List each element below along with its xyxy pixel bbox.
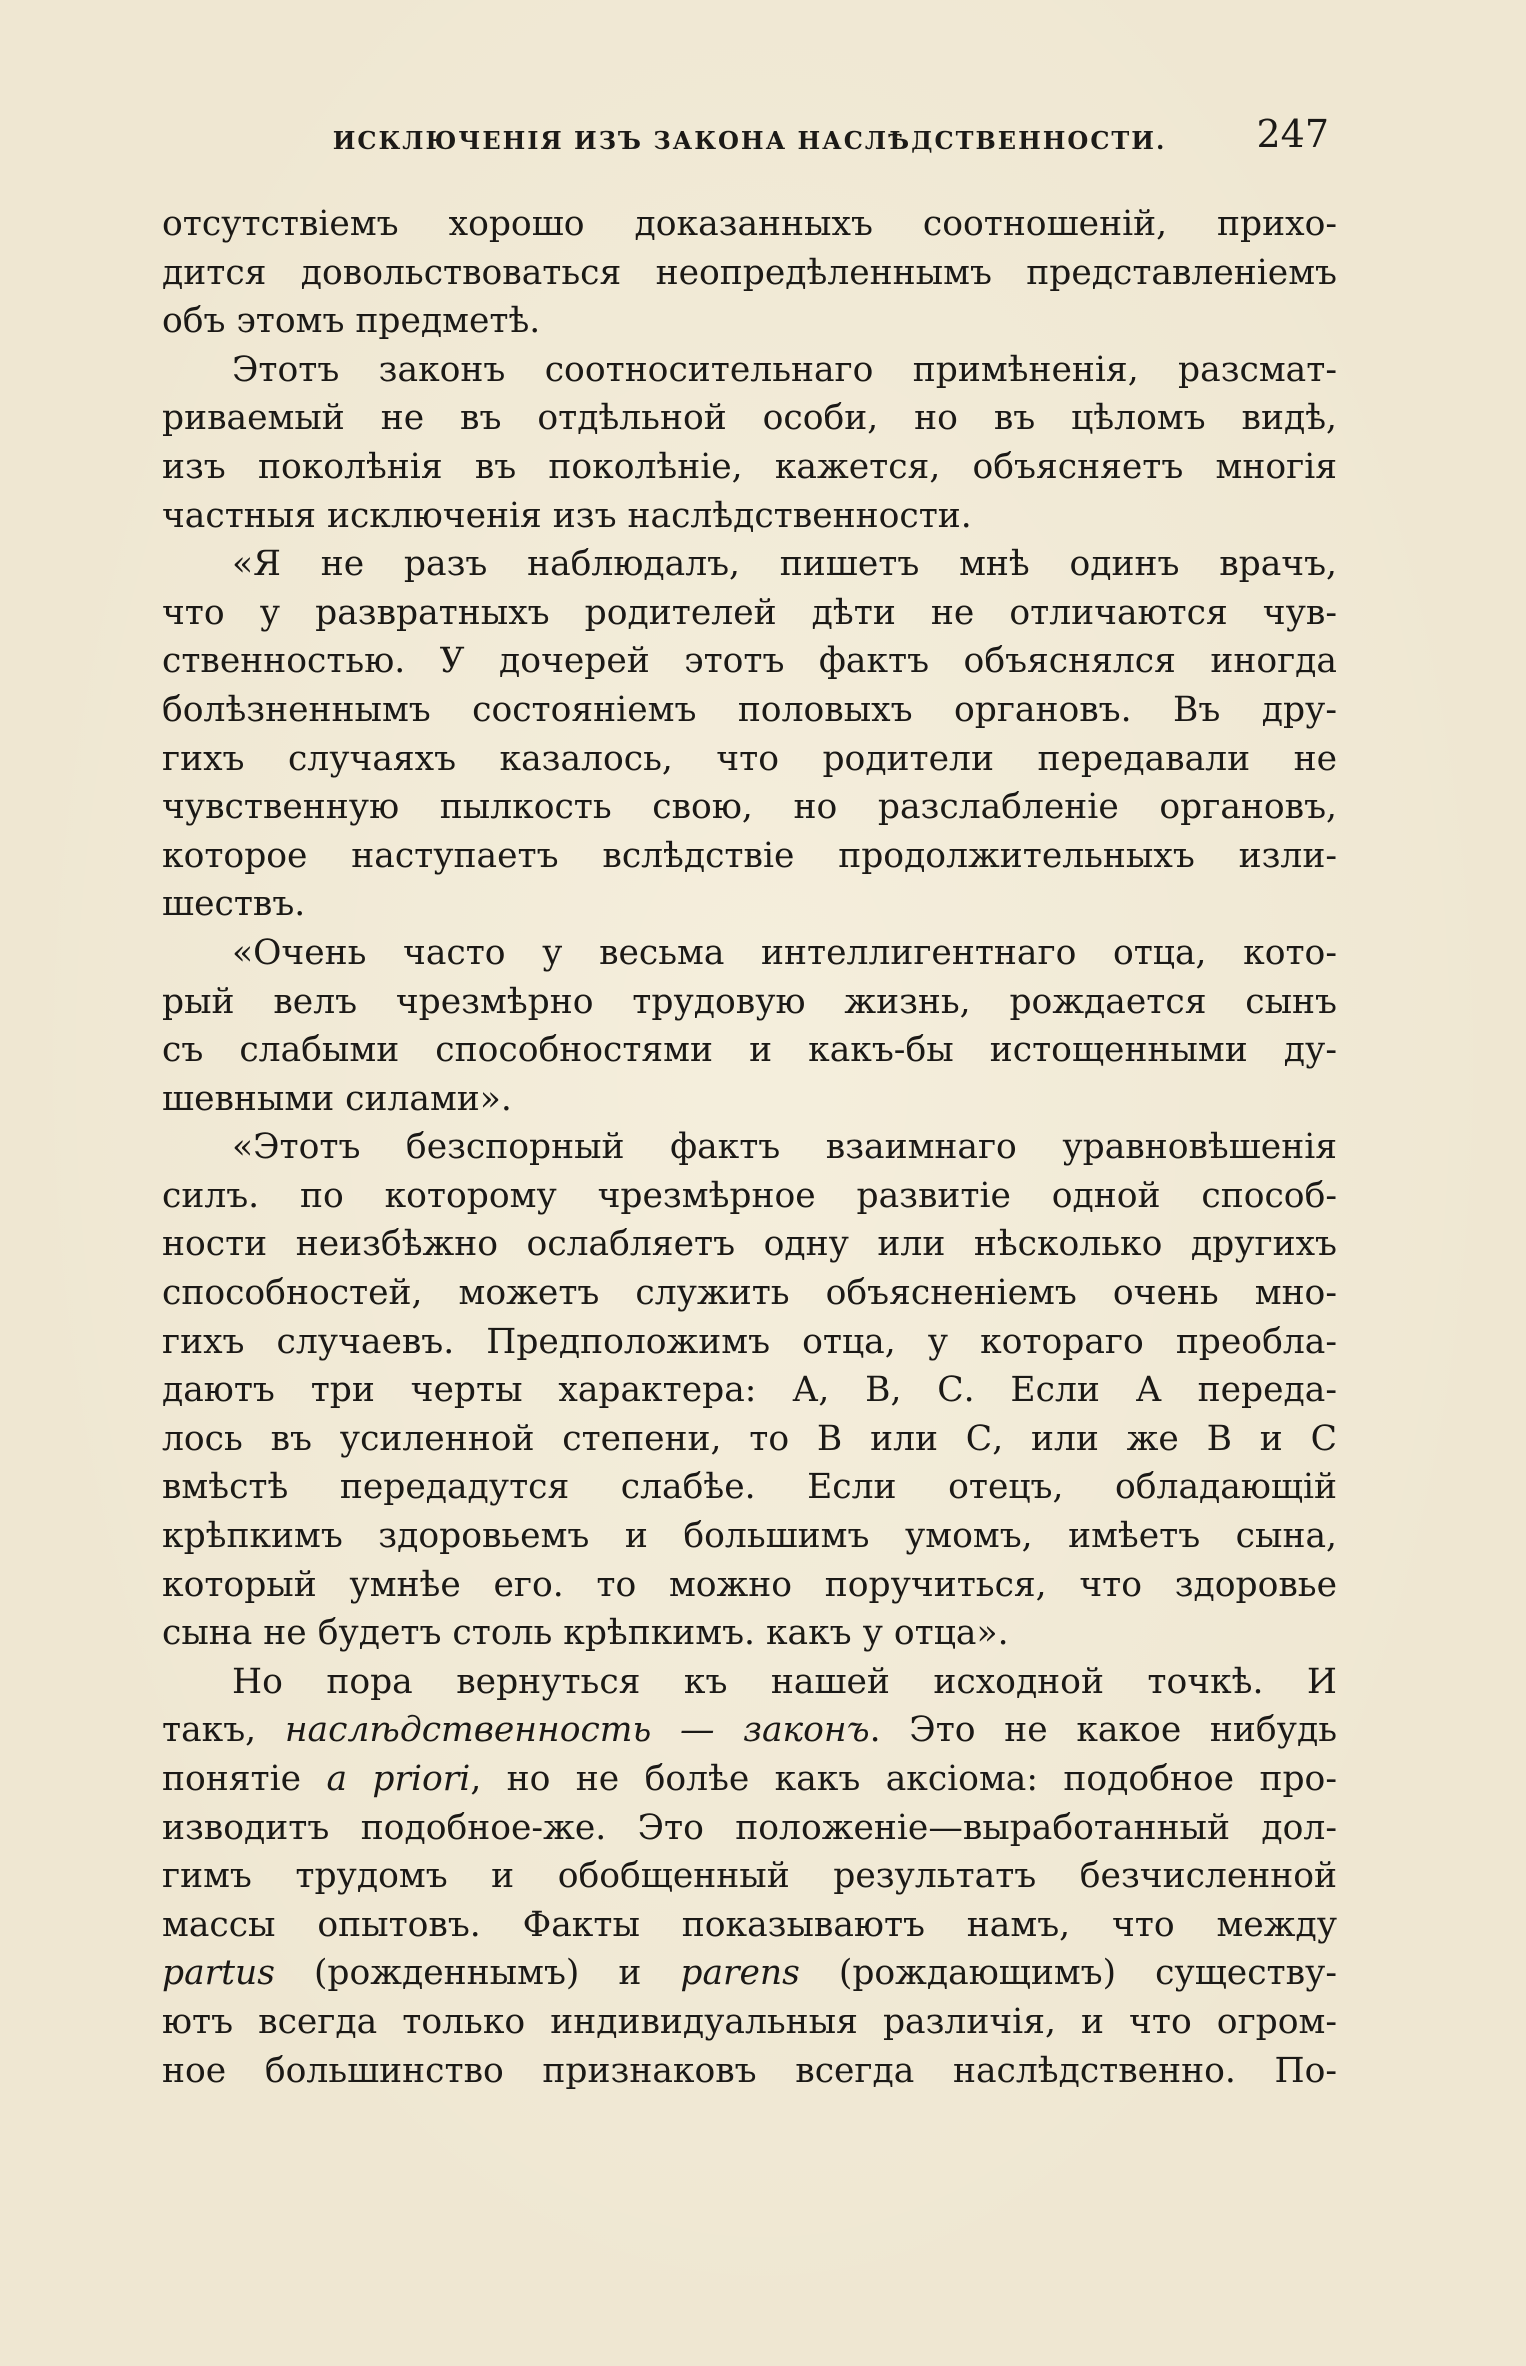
text-line: рый велъ чрезмѣрно трудовую жизнь, рождается сынъ [162, 981, 1337, 1022]
text-line: «Этотъ безспорный фактъ взаимнаго уравновѣшенія [232, 1127, 1337, 1168]
text-line: массы опытовъ. Факты показываютъ намъ, что между [162, 1904, 1337, 1945]
page-number: 247 [1256, 112, 1329, 156]
text-lines [162, 200, 1337, 1658]
text-line: который умнѣе его. то можно поручиться, что здоровье [162, 1564, 1337, 1605]
page-header [162, 112, 1337, 162]
text-line: Но пора вернуться къ нашей исходной точкѣ. И [232, 1661, 1337, 1702]
text-run: (рождающимъ) существу- [799, 1953, 1337, 1994]
text-line: «Я не разъ наблюдалъ, пишетъ мнѣ одинъ врачъ, [232, 544, 1337, 585]
text-line: съ слабыми способностями и какъ-бы истощенными ду- [162, 1030, 1337, 1071]
body-text [162, 200, 1337, 2095]
text-line: чувственную пылкость свою, но разслабленіе органовъ, [162, 787, 1337, 828]
italic-phrase: a priori [326, 1759, 471, 1799]
text-line: гихъ случаяхъ казалось, что родители передавали не [162, 738, 1337, 779]
text-run: понятіе [162, 1759, 327, 1799]
text-line: дится довольствоваться неопредѣленнымъ представленіемъ [162, 252, 1337, 293]
text-run: . Это не какое нибудь [869, 1710, 1338, 1751]
text-line [162, 1755, 1337, 1804]
text-line: ное большинство признаковъ всегда наслѣдственно. По- [162, 2050, 1337, 2091]
text-line: риваемый не въ отдѣльной особи, но въ цѣломъ видѣ, [162, 398, 1337, 439]
text-line: гимъ трудомъ и обобщенный результатъ безчисленной [162, 1856, 1337, 1897]
running-title: ИСКЛЮЧЕНІЯ ИЗЪ ЗАКОНА НАСЛѢДСТВЕННОСТИ. [332, 126, 1167, 155]
text-line: «Очень часто у весьма интеллигентнаго отца, кото- [232, 932, 1337, 973]
text-line [162, 1949, 1337, 1998]
text-line: даютъ три черты характера: А, В, С. Если А переда- [162, 1370, 1337, 1411]
italic-phrase: наслѣдственность — законъ [284, 1710, 870, 1751]
text-run: (рожденнымъ) и [274, 1953, 681, 1994]
text-line: сына не будетъ столь крѣпкимъ. какъ у отца». [162, 1613, 1009, 1654]
text-line: Этотъ законъ соотносительнаго примѣненія, разсмат- [232, 349, 1337, 390]
text-line: что у развратныхъ родителей дѣти не отличаются чув- [162, 592, 1337, 633]
text-line: крѣпкимъ здоровьемъ и большимъ умомъ, имѣетъ сына, [162, 1516, 1337, 1557]
text-line: отсутствіемъ хорошо доказанныхъ соотношеній, прихо- [162, 204, 1337, 244]
text-run: , но не болѣе какъ аксіома: подобное про- [470, 1759, 1337, 1799]
text-line: объ этомъ предметѣ. [162, 301, 541, 342]
text-line: изъ поколѣнія въ поколѣніе, кажется, объясняетъ многія [162, 446, 1337, 487]
text-line: ственностью. У дочерей этотъ фактъ объяснялся иногда [162, 641, 1337, 682]
text-run: такъ, [162, 1710, 285, 1751]
text-line: шевными силами». [162, 1078, 512, 1119]
text-line: гихъ случаевъ. Предположимъ отца, у котораго преобла- [162, 1321, 1337, 1362]
text-line: шествъ. [162, 884, 306, 925]
italic-word: partus [162, 1953, 275, 1994]
text-line: изводитъ подобное-же. Это положеніе—выработанный дол- [162, 1807, 1337, 1848]
text-line [162, 1706, 1337, 1755]
text-line: способностей, можетъ служить объясненіемъ очень мно- [162, 1273, 1337, 1314]
italic-word: parens [680, 1953, 800, 1994]
text-line: болѣзненнымъ состояніемъ половыхъ органовъ. Въ дру- [162, 689, 1337, 730]
text-line: частныя исключенія изъ наслѣдственности. [162, 495, 972, 536]
text-line: лось въ усиленной степени, то В или С, или же В и С [162, 1418, 1337, 1459]
text-line: вмѣстѣ передадутся слабѣе. Если отецъ, обладающій [162, 1467, 1337, 1508]
text-line: ности неизбѣжно ослабляетъ одну или нѣсколько другихъ [162, 1224, 1337, 1265]
text-line: которое наступаетъ вслѣдствіе продолжительныхъ изли- [162, 835, 1337, 876]
text-line: силъ. по которому чрезмѣрное развитіе одной способ- [162, 1175, 1337, 1216]
text-line: ютъ всегда только индивидуальныя различія, и что огром- [162, 2001, 1337, 2042]
